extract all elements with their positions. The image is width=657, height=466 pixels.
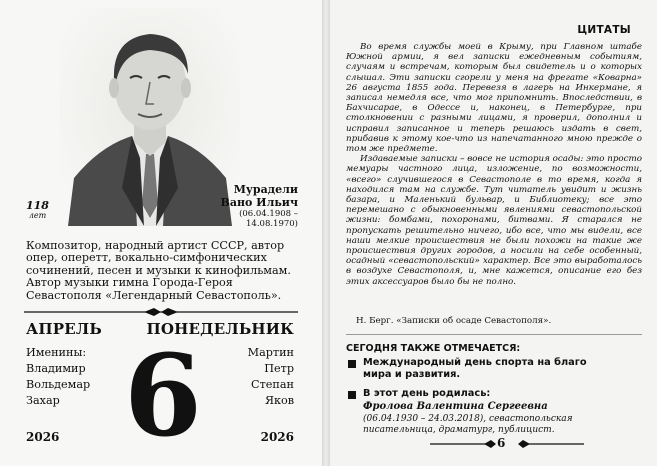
page-gutter [322, 0, 330, 466]
name-days-right [248, 345, 294, 409]
name-day-item: Степан [251, 378, 294, 391]
name-day-item: Владимир [26, 362, 86, 375]
bio-line: сочинений, песен и музыки к кинофильмам. [26, 263, 291, 277]
ornament-divider-icon [24, 308, 298, 316]
event-observance [363, 357, 587, 381]
quotes-heading: ЦИТАТЫ [577, 24, 631, 36]
birthday-description [363, 414, 643, 436]
name-days-left [26, 345, 90, 409]
birthday-desc-line: (06.04.1930 – 24.03.2018), севастопольская [363, 414, 573, 424]
quote-paragraph: Во время службы моей в Крыму, при Главном штабе Южной армии, я вел записки ежедневным событиям, случаям и встречам, которым был свидетель и о которых слышал. Эти записки сгорели у меня на фрегате «Коварна» 26 августа 1855 года. Перевезя в лагерь на Инкермане, я записал немедля все, что мог припомнить. Впоследствии, в Бахчисарае, в Одессе и, наконец, в Петербурге, при столкновении с разными лицами, я проверил, дополнил и исправил записанное и теперь решаюсь издать в свет, прибавив к этому кое-что из напечатанного мною прежде о том же предмете. [346, 42, 642, 155]
age-unit: лет [28, 211, 47, 220]
bullet-square-icon [348, 360, 356, 368]
event-birthday-heading: В этот день родилась: [363, 388, 491, 399]
person-given-name: Вано Ильич [220, 196, 298, 209]
person-birth-date: (06.04.1908 – [239, 209, 298, 219]
anniversary-age [26, 201, 49, 221]
left-calendar-page [0, 0, 322, 466]
section-divider [346, 334, 642, 335]
ornament-right-icon [514, 440, 584, 448]
year-right: 2026 [260, 430, 294, 444]
ornament-left-icon [430, 440, 500, 448]
bullet-square-icon [348, 391, 356, 399]
person-biography [26, 240, 316, 302]
portrait-illustration [60, 8, 240, 226]
right-calendar-page [330, 0, 657, 466]
bio-line: Композитор, народный артист СССР, автор [26, 239, 285, 252]
person-caption [221, 183, 298, 229]
name-days-label: Именины: [26, 346, 87, 359]
age-value: 118 [26, 199, 49, 212]
also-today-heading: СЕГОДНЯ ТАКЖЕ ОТМЕЧАЕТСЯ: [346, 343, 521, 354]
bio-line: Севастополя «Легендарный Севастополь». [26, 288, 282, 302]
quote-text [346, 42, 642, 287]
day-number: 6 [124, 331, 202, 462]
name-day-item: Петр [264, 362, 294, 375]
person-death-date: 14.08.1970) [246, 219, 298, 229]
page-number: 6 [497, 436, 506, 450]
birthday-person-name: Фролова Валентина Сергеевна [363, 401, 548, 412]
name-day-item: Яков [264, 394, 294, 407]
person-surname: Мурадели [233, 183, 298, 196]
event-line: мира и развития. [363, 369, 461, 380]
month-label: АПРЕЛЬ [26, 320, 102, 338]
weekday-label: ПОНЕДЕЛЬНИК [146, 320, 294, 338]
bio-line: Автор музыки гимна Города-Героя [26, 276, 233, 290]
name-day-item: Мартин [247, 346, 294, 359]
name-day-item: Вольдемар [26, 378, 91, 391]
quote-paragraph: Издаваемые записки – вовсе не история осады: это просто мемуары частного лица, изложение, по возможности, «всего» случившегося в Севастополе в то время, когда я находился там на службе. Тут читатель увидит и жизнь базара, и Маленький бульвар, и Библиотеку; все это перемешано с обыкновенными явлениями севастопольской жизни: бомбами, похоронами, битвами. Я старался не пропускать решительно ничего, ибо все, что мы видели, все наши мелкие происшествия не были похожи на такие же происшествия других городов, а носили на себе особенный, осадный «севастопольский» характер. Все это выработалось в воздухе Севастополя, и, мне кажется, описание его без этих аксессуаров было бы не полно. [346, 154, 642, 287]
bio-line: опер, оперетт, вокально-симфонических [26, 251, 267, 265]
quote-source: Н. Берг. «Записки об осаде Севастополя». [356, 316, 552, 326]
name-day-item: Захар [26, 394, 60, 407]
event-line: Международный день спорта на благо [363, 357, 587, 368]
year-left: 2026 [26, 430, 60, 444]
birthday-desc-line: писательница, драматург, публицист. [363, 425, 555, 435]
